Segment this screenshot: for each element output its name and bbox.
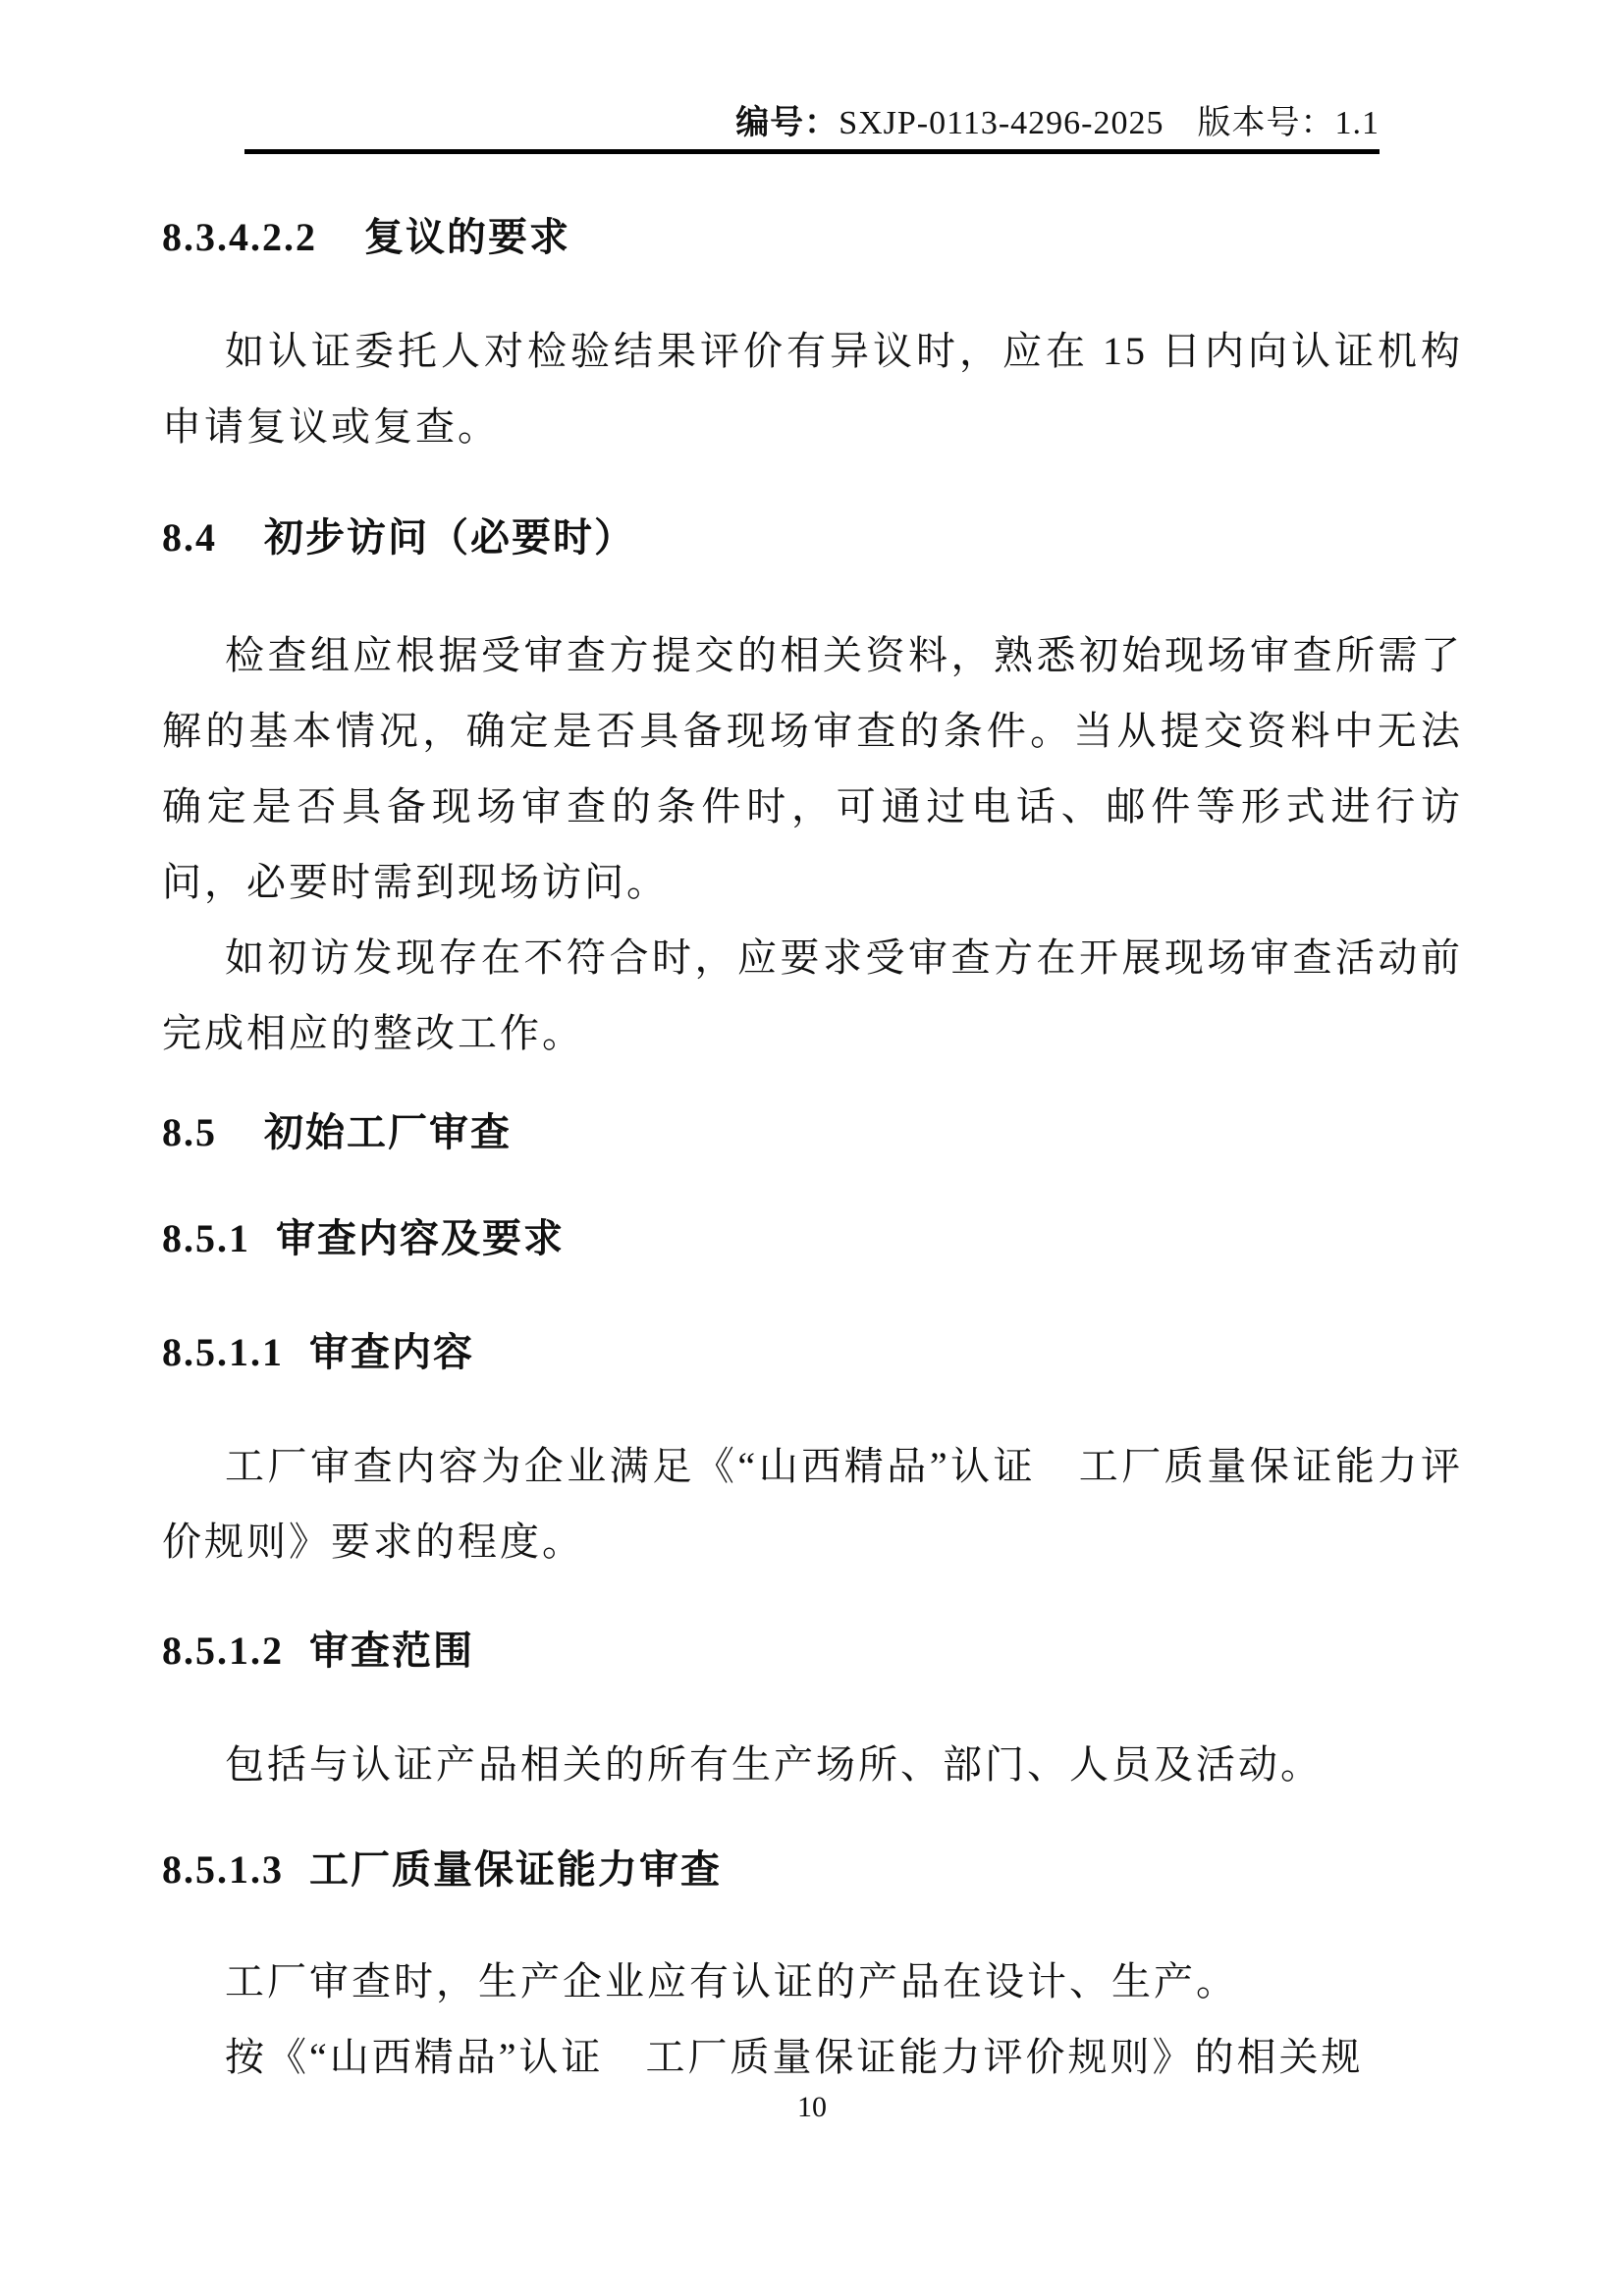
section-heading-8-5-1-1 [162, 1324, 1463, 1381]
heading-number: 8.5.1 [162, 1216, 250, 1260]
section-heading-8-5 [162, 1104, 1463, 1161]
body-paragraph: 工厂审查内容为企业满足《“山西精品”认证 工厂质量保证能力评价规则》要求的程度。 [162, 1444, 1463, 1564]
body-paragraph: 按《“山西精品”认证 工厂质量保证能力评价规则》的相关规 [225, 2035, 1364, 2079]
body-paragraph: 检查组应根据受审查方提交的相关资料，熟悉初始现场审查所需了解的基本情况，确定是否具备现场审查的条件。当从提交资料中无法确定是否具备现场审查的条件时，可通过电话、邮件等形式进行访问，必要时需到现场访问。 [162, 633, 1463, 904]
page-number: 10 [797, 2091, 827, 2123]
heading-number: 8.5.1.3 [162, 1847, 284, 1892]
heading-title: 审查范围 [309, 1629, 474, 1673]
body-paragraph: 工厂审查时，生产企业应有认证的产品在设计、生产。 [225, 1959, 1238, 2003]
heading-title: 审查内容 [309, 1330, 474, 1374]
page-content [162, 0, 1463, 2095]
heading-number: 8.5.1.2 [162, 1629, 284, 1673]
heading-number: 8.5.1.1 [162, 1330, 284, 1374]
heading-number: 8.4 [162, 515, 217, 560]
heading-title: 复议的要求 [364, 215, 570, 259]
version-value: 1.1 [1334, 105, 1380, 141]
heading-title: 初步访问（必要时） [264, 515, 635, 560]
heading-title: 审查内容及要求 [276, 1216, 565, 1260]
section-heading-8-5-1-2 [162, 1623, 1463, 1680]
section-heading-8-5-1 [162, 1210, 1463, 1267]
body-paragraph: 如认证委托人对检验结果评价有异议时，应在 15 日内向认证机构申请复议或复查。 [162, 329, 1463, 449]
heading-number: 8.3.4.2.2 [162, 215, 317, 259]
heading-title: 初始工厂审查 [264, 1110, 512, 1154]
heading-title: 工厂质量保证能力审查 [309, 1847, 722, 1892]
doc-number-label: 编号： [735, 105, 839, 141]
body-paragraph: 包括与认证产品相关的所有生产场所、部门、人员及活动。 [225, 1742, 1323, 1787]
body-paragraph: 如初访发现存在不符合时，应要求受审查方在开展现场审查活动前完成相应的整改工作。 [162, 935, 1463, 1055]
section-heading-8-3-4-2-2 [162, 209, 1463, 266]
doc-number-value: SXJP-0113-4296-2025 [839, 105, 1164, 141]
heading-number: 8.5 [162, 1110, 217, 1154]
section-heading-8-5-1-3 [162, 1842, 1463, 1898]
section-heading-8-4 [162, 509, 1463, 566]
version-label: 版本号： [1197, 105, 1335, 141]
document-header [244, 104, 1380, 154]
